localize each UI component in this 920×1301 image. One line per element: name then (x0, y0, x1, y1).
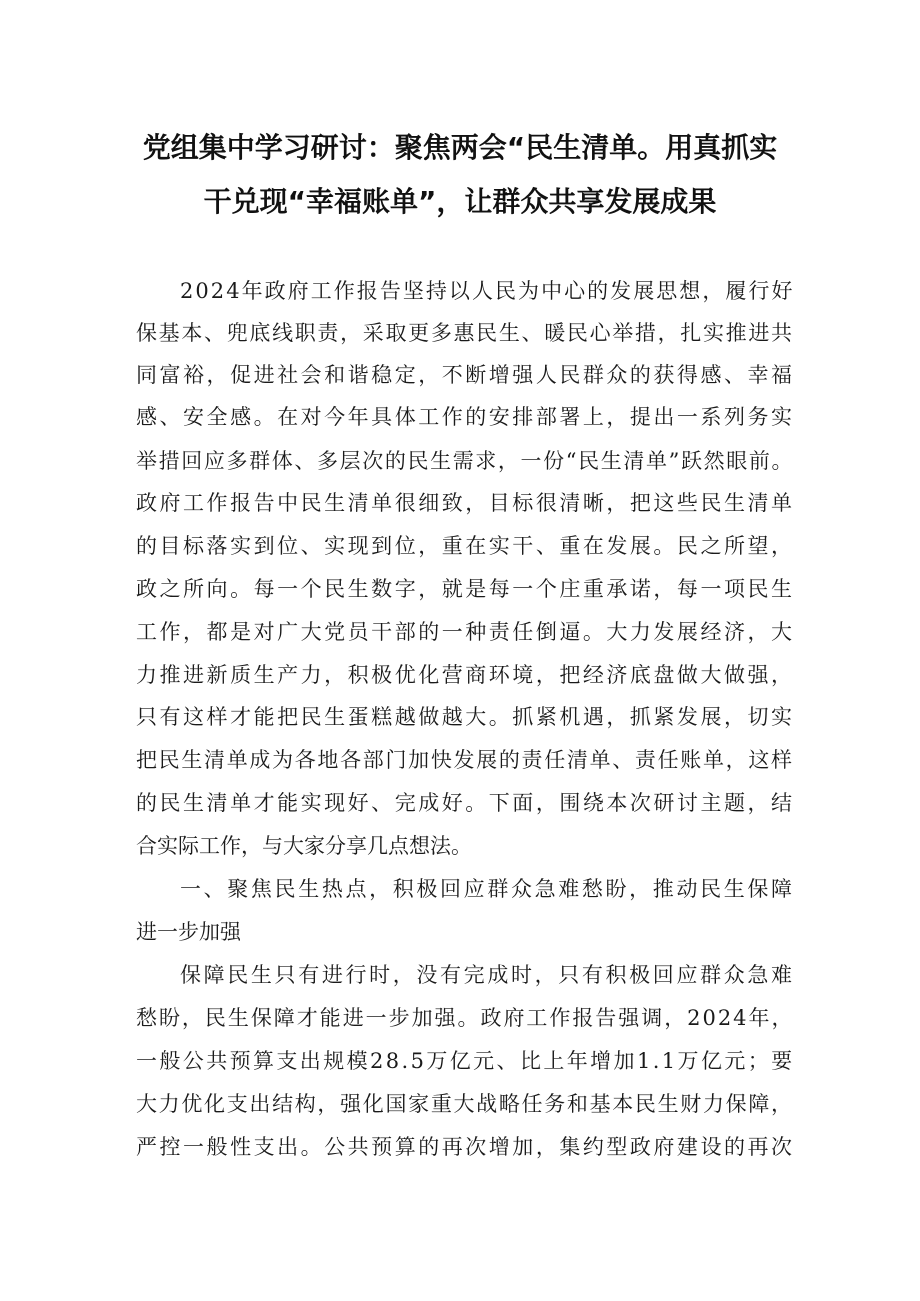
paragraph-line: 同富裕，促进社会和谐稳定，不断增强人民群众的获得感、幸福 (136, 363, 795, 387)
paragraph-line: 把民生清单成为各地各部门加快发展的责任清单、责任账单，这样 (136, 748, 794, 772)
document-title-line-2: 干兑现“幸福账单”，让群众共享发展成果 (203, 185, 717, 218)
paragraph-line: 的民生清单才能实现好、完成好。下面，围绕本次研讨主题，结 (136, 791, 795, 815)
paragraph-line: 政府工作报告中民生清单很细致，目标很清晰，把这些民生清单 (136, 491, 795, 515)
paragraph-line: 保障民生只有进行时，没有完成时，只有积极回应群众急难 (180, 963, 795, 987)
paragraph-line: 举措回应多群体、多层次的民生需求，一份“民生清单”跃然眼前。 (136, 449, 795, 473)
paragraph-line: 愁盼，民生保障才能进一步加强。政府工作报告强调，2024年， (136, 1006, 795, 1030)
paragraph-line: 2024年政府工作报告坚持以人民为中心的发展思想，履行好 (180, 279, 795, 303)
paragraph-line: 只有这样才能把民生蛋糕越做越大。抓紧机遇，抓紧发展，切实 (136, 705, 795, 729)
paragraph-line: 政之所向。每一个民生数字，就是每一个庄重承诺，每一项民生 (136, 577, 795, 601)
paragraph-line: 合实际工作，与大家分享几点想法。 (136, 834, 472, 858)
document-title-line-1: 党组集中学习研讨：聚焦两会“民生清单。用真抓实 (142, 131, 778, 164)
paragraph-line: 感、安全感。在对今年具体工作的安排部署上，提出一系列务实 (136, 405, 795, 429)
paragraph-line: 工作，都是对广大党员干部的一种责任倒逼。大力发展经济，大 (136, 620, 795, 644)
paragraph-line: 严控一般性支出。公共预算的再次增加，集约型政府建设的再次 (136, 1135, 795, 1159)
paragraph-line: 一般公共预算支出规模28.5万亿元、比上年增加1.1万亿元；要 (136, 1049, 795, 1073)
paragraph-line: 大力优化支出结构，强化国家重大战略任务和基本民生财力保障， (136, 1092, 794, 1116)
paragraph-line: 保基本、兜底线职责，采取更多惠民生、暖民心举措，扎实推进共 (136, 321, 794, 345)
paragraph-line: 力推进新质生产力，积极优化营商环境，把经济底盘做大做强， (136, 663, 795, 687)
paragraph-line: 的目标落实到位、实现到位，重在实干、重在发展。民之所望， (136, 534, 795, 558)
section-heading-line: 进一步加强 (136, 920, 241, 944)
section-heading-line: 一、聚焦民生热点，积极回应群众急难愁盼，推动民生保障 (180, 877, 795, 901)
